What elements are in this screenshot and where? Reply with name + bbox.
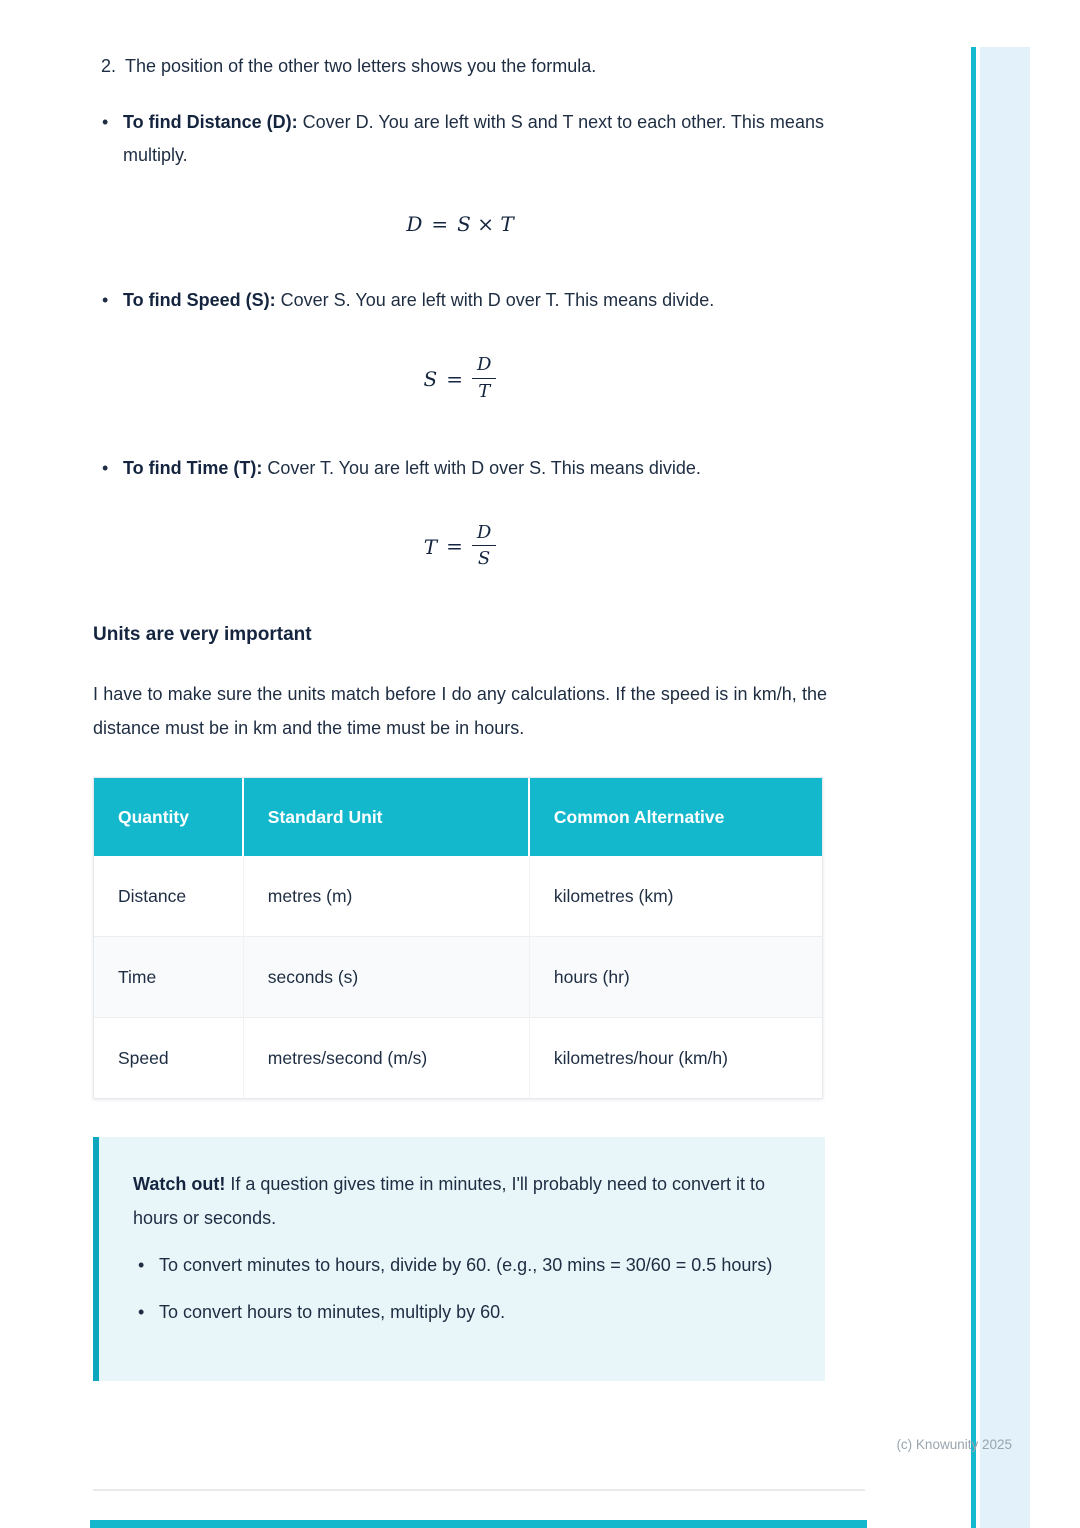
copyright-text: (c) Knowunity 2025 (896, 1437, 1012, 1452)
table-header-cell: Quantity (94, 778, 244, 856)
fraction-denominator: T (478, 380, 491, 402)
table-cell: Time (94, 937, 244, 1018)
page-divider (93, 1489, 865, 1491)
formula-rhs: S × T (457, 212, 514, 236)
fraction-numerator: D (472, 523, 496, 547)
formula-lhs: S (423, 366, 438, 391)
callout-bullet: • To convert minutes to hours, divide by 60. (e.g., 30 mins = 30/60 = 0.5 hours) (133, 1249, 785, 1282)
table-cell: metres/second (m/s) (244, 1018, 530, 1098)
list-item-number: 2. (101, 56, 117, 76)
bullet-bold-label: To find Speed (S): (123, 290, 276, 310)
numbered-list-item (93, 50, 827, 82)
callout-bold-label: Watch out! (133, 1174, 226, 1195)
formula-time (93, 521, 827, 572)
table-cell: Speed (94, 1018, 244, 1098)
table-header-cell: Common Alternative (530, 778, 822, 856)
formula-equals: = (431, 212, 449, 236)
table-cell: metres (m) (244, 856, 530, 937)
fraction-denominator: S (477, 548, 491, 570)
callout-bullet: • To convert hours to minutes, multiply by 60. (133, 1296, 785, 1329)
page-content (93, 50, 827, 1381)
formula-lhs: D (406, 212, 423, 236)
table-row (94, 1018, 822, 1098)
formula-speed (93, 354, 827, 404)
fraction (472, 523, 496, 570)
watch-out-callout (93, 1137, 825, 1381)
fraction (472, 355, 496, 402)
bullet-bold-label: To find Time (T): (123, 457, 263, 478)
units-heading: Units are very important (93, 624, 312, 646)
formula-equals: = (446, 534, 463, 559)
units-paragraph: I have to make sure the units match before I do any calculations. If the speed is in km/h, the distance must be in km and the time must be in hours. (93, 684, 827, 739)
bullet-text: Cover T. You are left with D over S. This means divide. (262, 457, 701, 478)
table-row (94, 856, 822, 937)
next-section-bar (90, 1520, 867, 1528)
list-item-text: The position of the other two letters shows you the formula. (125, 56, 597, 76)
fraction-numerator: D (472, 355, 496, 379)
callout-body-text: If a question gives time in minutes, I'll probably need to convert it to hours or seconds. (133, 1174, 766, 1229)
formula-distance (93, 212, 827, 236)
bullet-text: Cover D. You are left with S and T next to each other. This means multiply. (123, 112, 824, 165)
bullet-item-time (93, 452, 827, 485)
bullet-item-speed (93, 284, 827, 317)
formula-equals: = (446, 366, 464, 391)
formula-lhs: T (423, 534, 438, 559)
table-cell: kilometres (km) (530, 856, 822, 937)
table-header-row (94, 778, 822, 856)
units-table (93, 777, 823, 1099)
page-side-strip (980, 47, 1030, 1528)
table-row (94, 937, 822, 1018)
table-cell: seconds (s) (244, 937, 530, 1018)
bullet-item-distance (93, 106, 827, 172)
callout-text (133, 1167, 785, 1235)
bullet-bold-label: To find Distance (D): (123, 112, 298, 132)
table-cell: Distance (94, 856, 244, 937)
table-header-cell: Standard Unit (244, 778, 530, 856)
bullet-text: Cover S. You are left with D over T. This means divide. (275, 290, 715, 310)
page-side-accent-line (971, 47, 976, 1528)
table-cell: kilometres/hour (km/h) (530, 1018, 822, 1098)
table-cell: hours (hr) (530, 937, 822, 1018)
callout-bullet-list (133, 1249, 785, 1329)
